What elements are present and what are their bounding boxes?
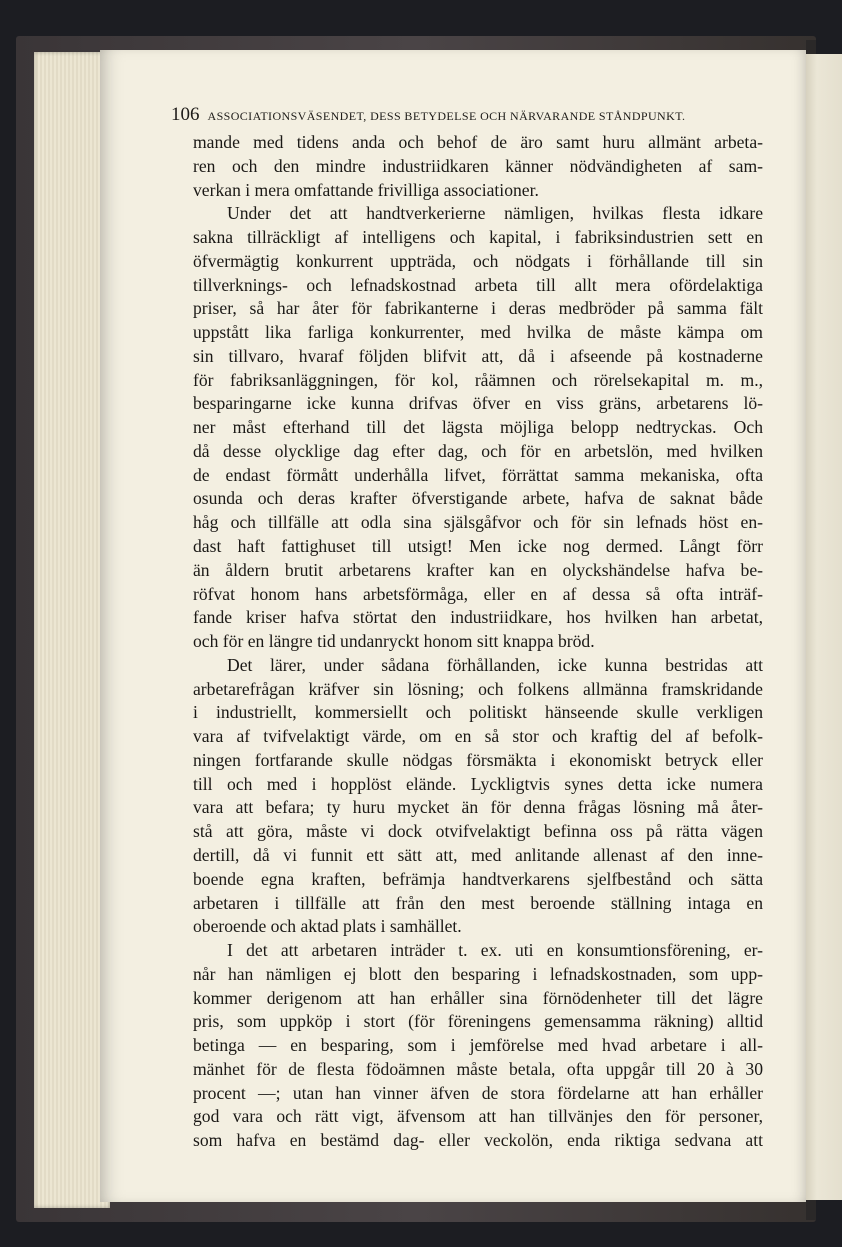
text-line: håg och tillfälle att odla sina själsgåfvor och för sin lefnads höst en-	[193, 512, 763, 533]
text-line: än åldern brutit arbetarens krafter kan en olyckshändelse hafva be-	[193, 559, 763, 580]
text-line: för fabriksanläggningen, för kol, råämnen och rörelsekapital m. m.,	[193, 369, 763, 390]
text-line: sin tillvaro, hvaraf följden blifvit att, då i afseende på kostnaderne	[193, 345, 763, 366]
text-line: mande med tidens anda och behof de äro samt huru allmänt arbeta-	[193, 132, 763, 152]
text-line: ren och den mindre industriidkaren känner nödvändigheten af sam-	[193, 155, 763, 176]
text-line: priser, så har åter för fabrikanterne i deras medbröder på samma fält	[193, 298, 763, 319]
text-line: sakna tillräckligt af intelligens och kapital, i fabriksindustrien sett en	[193, 227, 763, 248]
text-line: Det lärer, under sådana förhållanden, icke kunna bestridas att	[227, 654, 763, 675]
text-line: ningen fortfarande skulle nödgas försmäkta i ekonomiskt betryck eller	[193, 749, 763, 770]
text-line: de endast förmått underhålla lifvet, förrättat samma mekaniska, ofta	[193, 464, 763, 485]
text-line: arbetarefrågan kräfver sin lösning; och folkens allmänna framskridande	[193, 678, 763, 699]
facing-page-edge	[800, 54, 842, 1200]
text-line: till och med i hopplöst elände. Lyckligtvis synes detta icke numera	[193, 773, 763, 794]
text-line: i industriellt, kommersiellt och politiskt hänseende skulle verkligen	[193, 702, 763, 723]
text-line: verkan i mera omfattande frivilliga associationer.	[193, 179, 539, 200]
text-line: besparingarne icke kunna drifvas öfver en viss gräns, arbetarens lö-	[193, 393, 763, 414]
text-line: betinga — en besparing, som i jemförelse med hvad arbetare i all-	[193, 1035, 763, 1056]
text-line: arbetaren i tillfälle att från den mest beroende ställning intaga en	[193, 892, 763, 913]
text-line: öfvermägtig konkurrent uppträda, och nödgats i förhållande till sin	[193, 250, 763, 271]
text-line: fande kriser hafva störtat den industriidkare, hos hvilken han arbetat,	[193, 607, 763, 628]
text-line: når han nämligen ej blott den besparing i lefnadskostnaden, som upp-	[193, 963, 763, 984]
text-line: vara af tvifvelaktigt värde, om en så stor och kraftig del af befolk-	[193, 726, 763, 747]
text-line: boende egna kraften, befrämja handtverkarens sjelfbestånd och sätta	[193, 868, 763, 889]
text-line: Under det att handtverkerierne nämligen, hvilkas flesta idkare	[227, 203, 763, 224]
running-header	[171, 104, 763, 126]
text-line: tillverknings- och lefnadskostnad arbeta till allt mera ofördelaktiga	[193, 274, 763, 295]
text-line: ner måst efterhand till det lägsta möjliga belopp nedtryckas. Och	[193, 417, 763, 438]
text-line: som hafva en bestämd dag- eller veckolön, enda riktiga sedvana att	[193, 1130, 763, 1151]
text-line: och för en längre tid undanryckt honom sitt knappa bröd.	[193, 631, 595, 652]
text-line: då desse olycklige dag efter dag, och för en arbetslön, med hvilken	[193, 440, 763, 461]
body-text	[193, 131, 763, 1153]
text-line: kommer derigenom att han erhåller sina förnödenheter till det lägre	[193, 987, 763, 1008]
text-line: oberoende och aktad plats i samhället.	[193, 916, 462, 937]
text-line: röfvat honom hans arbetsförmåga, eller en af dessa så ofta inträf-	[193, 583, 763, 604]
page-number: 106	[171, 104, 200, 125]
page-edges	[34, 52, 110, 1208]
text-line: stå att göra, måste vi dock otvifvelaktigt befinna oss på rätta vägen	[193, 821, 763, 842]
text-line: dast haft fattighuset till utsigt! Men icke nog dermed. Långt förr	[193, 536, 763, 557]
text-line: pris, som uppköp i stort (för föreningens gemensamma räkning) alltid	[193, 1011, 763, 1032]
text-line: I det att arbetaren inträder t. ex. uti en konsumtionsförening, er-	[227, 940, 763, 961]
text-line: vara att befara; ty huru mycket än för denna frågas lösning må åter-	[193, 797, 763, 818]
text-line: god vara och rätt vigt, äfvensom att han tillvänjes den för personer,	[193, 1106, 763, 1127]
running-title: ASSOCIATIONSVÄSENDET, DESS BETYDELSE OCH NÄRVARANDE STÅNDPUNKT.	[207, 109, 686, 123]
text-line: procent —; utan han vinner äfven de stora fördelarne att han erhåller	[193, 1082, 763, 1103]
text-line: osunda och deras krafter öfverstigande arbete, hafva de saknat både	[193, 488, 763, 509]
text-line: uppstått lika farliga konkurrenter, med hvilka de måste kämpa om	[193, 322, 763, 343]
text-line: mänhet för de flesta födoämnen måste betala, ofta uppgår till 20 à 30	[193, 1058, 763, 1079]
text-line: dertill, då vi funnit ett sätt att, med anlitande allenast af den inne-	[193, 844, 763, 865]
